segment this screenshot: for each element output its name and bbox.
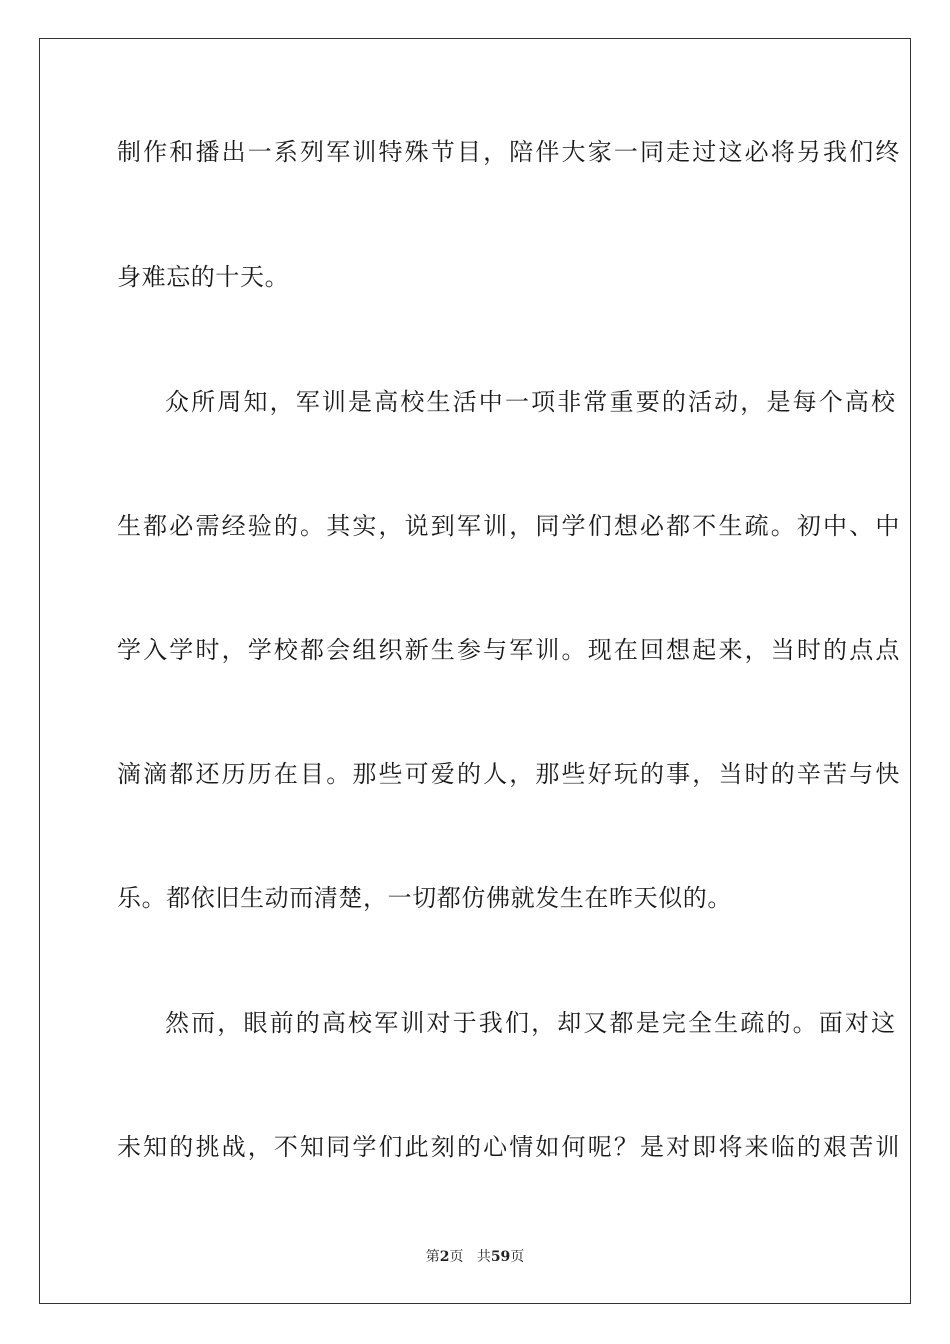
page-border: [39, 38, 911, 1304]
total-pages: 59: [490, 1249, 511, 1265]
page-number: 2: [439, 1249, 450, 1265]
text-line: 学入学时，学校都会组织新生参与军训。现在回想起来，当时的点点: [117, 636, 902, 664]
text-line: 然而，眼前的高校军训对于我们，却又都是完全生疏的。面对这: [165, 1009, 898, 1037]
page-suffix: 页: [449, 1249, 464, 1265]
text-line: 身难忘的十天。: [117, 263, 290, 291]
page-footer: [0, 1248, 950, 1266]
total-suffix: 页: [510, 1249, 525, 1265]
text-line: 生都必需经验的。其实，说到军训，同学们想必都不生疏。初中、中: [117, 512, 902, 540]
text-line: 众所周知，军训是高校生活中一项非常重要的活动，是每个高校: [165, 388, 898, 416]
page-prefix: 第: [425, 1249, 440, 1265]
text-line: 制作和播出一系列军训特殊节目，陪伴大家一同走过这必将另我们终: [117, 138, 902, 166]
text-line: 乐。都依旧生动而清楚，一切都仿佛就发生在昨天似的。: [117, 884, 732, 912]
text-line: 未知的挑战，不知同学们此刻的心情如何呢？是对即将来临的艰苦训: [117, 1133, 902, 1161]
text-line: 滴滴都还历历在目。那些可爱的人，那些好玩的事，当时的辛苦与快: [117, 760, 902, 788]
total-prefix: 共: [476, 1249, 491, 1265]
